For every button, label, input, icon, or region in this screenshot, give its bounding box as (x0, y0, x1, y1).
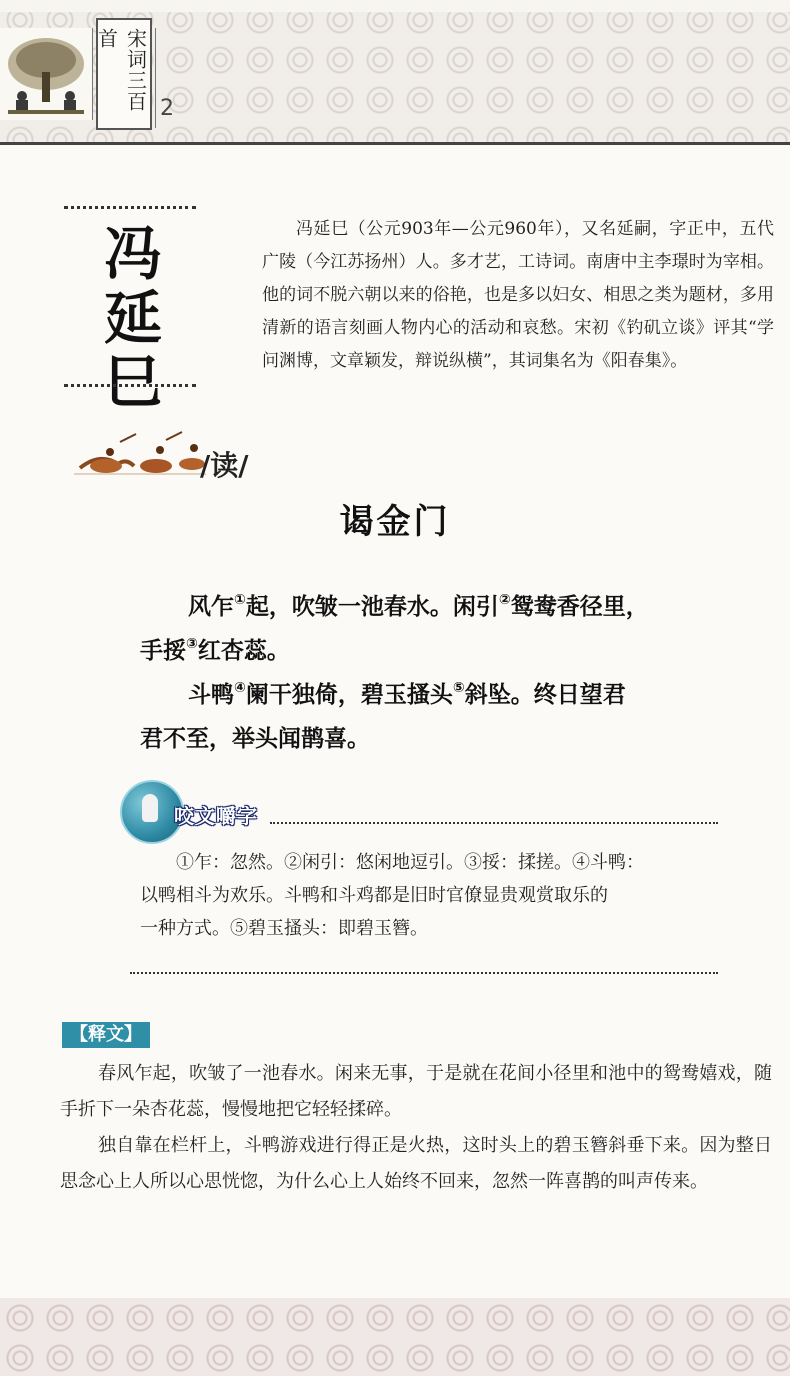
poem-line (140, 629, 720, 673)
poem-title: 谒金门 (339, 502, 451, 542)
header-band (0, 0, 790, 145)
notes-line: 一种方式。⑤碧玉搔头：即碧玉簪。 (140, 918, 428, 939)
note-marker: ① (234, 592, 246, 608)
translation-paragraph: 春风乍起，吹皱了一池春水。闲来无事，于是就在花间小径里和池中的鸳鸯嬉戏，随手折下一朵杏花蕊，慢慢地把它轻轻揉碎。 (60, 1063, 772, 1120)
notes-line: 以鸭相斗为欢乐。斗鸭和斗鸡都是旧时官僚显贵观赏取乐的 (140, 885, 608, 906)
tree-icon (0, 28, 92, 120)
poem-text: 斗鸭 (188, 682, 234, 708)
series-title-box (96, 18, 152, 130)
note-marker: ③ (186, 636, 198, 652)
poem-line (140, 673, 720, 717)
divider-dotted (130, 972, 718, 974)
poem-text: 鸳鸯香径里， (510, 594, 649, 620)
poem-line: 君不至，举头闻鹊喜。 (140, 726, 370, 752)
author-bio: 冯延巳（公元903年—公元960年），又名延嗣，字正中，五代广陵（今江苏扬州）人。多才艺，工诗词。南唐中主李璟时为宰相。他的词不脱六朝以来的俗艳，也是多以妇女、相思之类为题材，多用清新的语言刻画人物内心的活动和哀愁。宋初《钓矶立谈》评其“学问渊博，文章颖发，辩说纵横”，其词集名为《阳春集》。 (262, 219, 774, 371)
poem-body (140, 585, 720, 761)
poem-text: 风乍 (188, 594, 234, 620)
divider-dotted (64, 206, 196, 209)
translation-body (60, 1056, 772, 1200)
poem-text: 斜坠。终日望君 (464, 682, 626, 708)
divider-dotted (64, 384, 196, 387)
poem-text: 红杏蕊。 (197, 638, 290, 664)
footer-band (0, 1298, 790, 1376)
poem-text: 手挼 (140, 638, 186, 664)
read-section-tag: /读/ (200, 449, 249, 482)
page-number: 2 (160, 96, 174, 121)
notes-body (140, 846, 720, 945)
note-marker: ④ (234, 680, 246, 696)
poem-text: 阑干独倚，碧玉搔头 (245, 682, 453, 708)
poem-text: 起，吹皱一池春水。闲引 (245, 594, 499, 620)
author-name-char: 冯 (103, 220, 162, 288)
tree-illustration (0, 28, 93, 120)
horse-riders-illustration (70, 428, 210, 484)
translation-tag: 【释文】 (62, 1022, 150, 1048)
notes-heading: 咬文嚼字 (174, 804, 258, 828)
notes-line: ①乍：忽然。②闲引：悠闲地逗引。③挼：揉搓。④斗鸭： (176, 852, 644, 873)
divider-dotted (270, 822, 718, 824)
note-marker: ② (498, 592, 511, 608)
series-title: 宋词三百首 (93, 28, 156, 128)
note-marker: ⑤ (452, 680, 465, 696)
translation-paragraph: 独自靠在栏杆上，斗鸭游戏进行得正是火热，这时头上的碧玉簪斜垂下来。因为整日思念心上人所以心思恍惚，为什么心上人始终不回来，忽然一阵喜鹊的叫声传来。 (60, 1135, 772, 1192)
author-name-char: 延 (103, 284, 162, 352)
poem-line (140, 585, 720, 629)
author-name-char: 巳 (103, 348, 162, 416)
